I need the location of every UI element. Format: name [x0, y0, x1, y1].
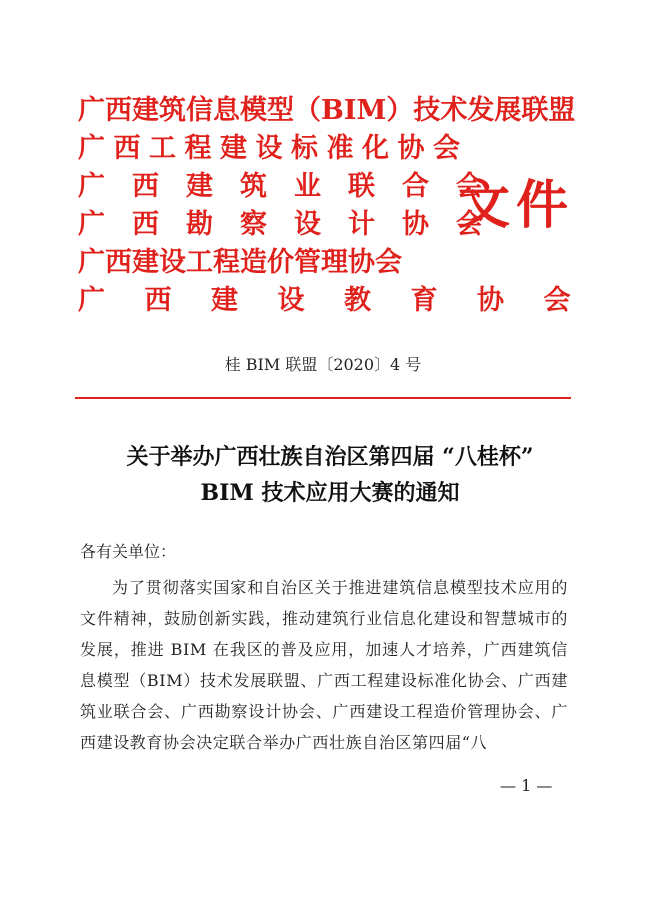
- issuer-cost-management-association: 广西建设工程造价管理协会: [78, 247, 402, 278]
- document-title: [60, 439, 600, 511]
- header-divider: [75, 397, 571, 399]
- document-body: [80, 538, 568, 758]
- title-line-2: BIM 技术应用大赛的通知: [200, 480, 460, 506]
- page-number: — 1 —: [500, 776, 553, 795]
- document-label: 文件: [458, 175, 575, 236]
- salutation: 各有关单位：: [80, 542, 177, 561]
- issuer-survey-design-association: 广西勘察设计协会: [78, 209, 510, 240]
- title-line-1: 关于举办广西壮族自治区第四届 “八桂杯”: [126, 444, 534, 470]
- document-number: 桂 BIM 联盟〔2020〕4 号: [224, 355, 422, 374]
- issuer-bim-alliance: 广西建筑信息模型（BIM）技术发展联盟: [78, 95, 576, 126]
- issuer-standardization-association: 广西工程建设标准化协会: [78, 133, 469, 164]
- body-paragraph: 为了贯彻落实国家和自治区关于推进建筑信息模型技术应用的文件精神，鼓励创新实践，推动建筑行业信息化建设和智慧城市的发展，推进 BIM 在我区的普及应用，加速人才培养，广西建筑信息模型（BIM）技术发展联盟、广西工程建设标准化协会、广西建筑业联合会、广西勘察设计协会、广西建设工程造价管理协会、广西建设教育协会决定联合举办广西壮族自治区第四届“八: [80, 578, 568, 752]
- issuer-education-association: 广西建设教育协会: [78, 285, 610, 316]
- issuer-construction-federation: 广西建筑业联合会: [78, 171, 510, 202]
